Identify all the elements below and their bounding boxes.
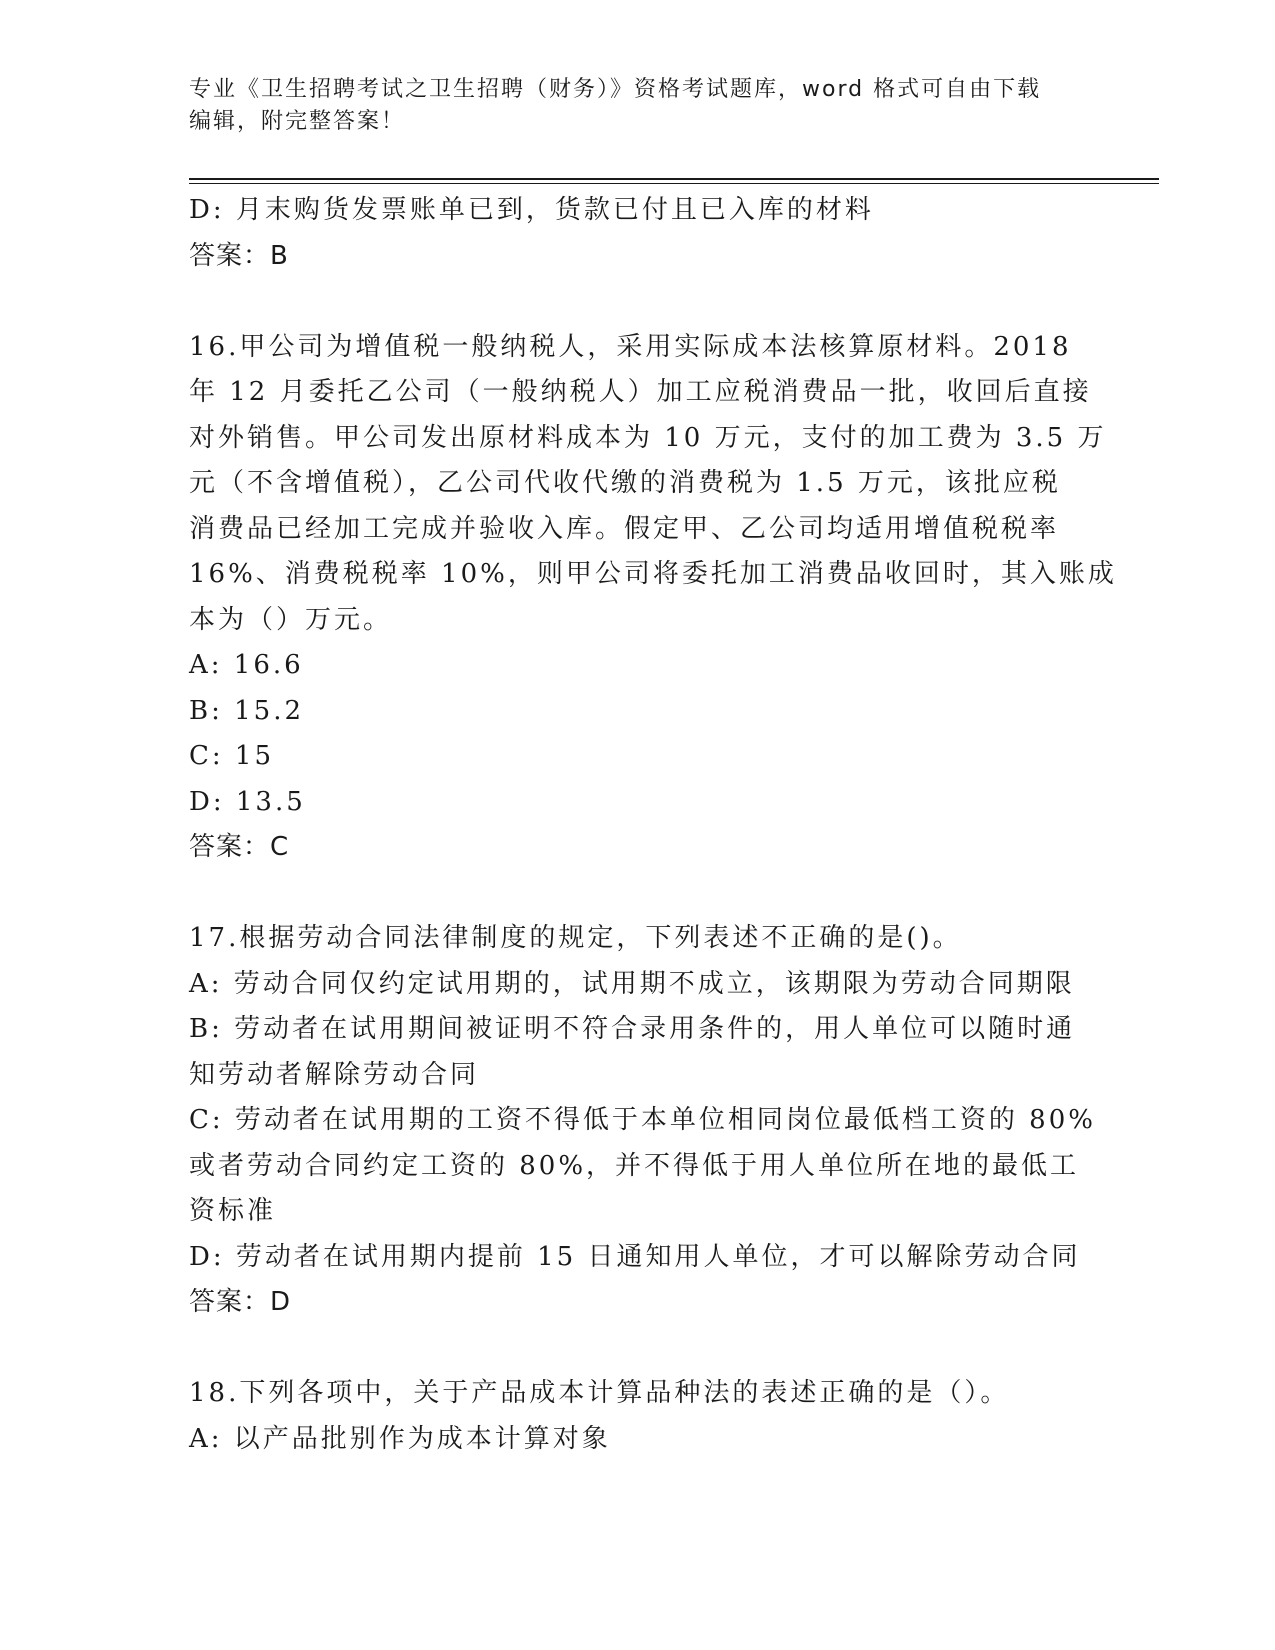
q17-option-line: B: 劳动者在试用期间被证明不符合录用条件的，用人单位可以随时通 (189, 1014, 1076, 1044)
question-content (189, 188, 1117, 1462)
q16-option-c: C: 15 (189, 741, 275, 771)
q16-block (189, 325, 1117, 871)
q16-stem-line: 16.甲公司为增值税一般纳税人，采用实际成本法核算原材料。2018 (189, 331, 1072, 362)
q18-option-a: A: 以产品批别作为成本计算对象 (189, 1423, 611, 1454)
q17-option-line: A: 劳动合同仅约定试用期的，试用期不成立，该期限为劳动合同期限 (189, 968, 1075, 999)
document-header (189, 74, 1089, 138)
q17-answer: 答案：D (189, 1287, 292, 1317)
q16-stem-line: 对外销售。甲公司发出原材料成本为 10 万元，支付的加工费为 3.5 万 (189, 422, 1107, 453)
q16-option-d: D: 13.5 (189, 786, 306, 817)
q16-stem-line: 16%、消费税税率 10%，则甲公司将委托加工消费品收回时，其入账成 (189, 559, 1117, 589)
q16-stem-line: 元（不含增值税），乙公司代收代缴的消费税为 1.5 万元，该批应税 (189, 468, 1061, 498)
q16-stem-line: 年 12 月委托乙公司（一般纳税人）加工应税消费品一批，收回后直接 (189, 377, 1092, 407)
q17-stem: 17.根据劳动合同法律制度的规定，下列表述不正确的是()。 (189, 923, 962, 953)
q17-option-line: 或者劳动合同约定工资的 80%，并不得低于用人单位所在地的最低工 (189, 1150, 1080, 1181)
q18-stem: 18.下列各项中，关于产品成本计算品种法的表述正确的是（）。 (189, 1378, 1010, 1408)
header-line: 专业《卫生招聘考试之卫生招聘（财务）》资格考试题库，word 格式可自由下载 (189, 77, 1042, 102)
q16-option-a: A: 16.6 (189, 650, 304, 680)
q18-block (189, 1371, 1089, 1462)
header-rule-thin (189, 183, 1159, 184)
q17-block (189, 916, 1096, 1326)
q16-stem-line: 本为（）万元。 (189, 604, 393, 635)
question-spacer (189, 871, 1089, 917)
q17-option-line: 资标准 (189, 1196, 277, 1226)
q17-option-line: C: 劳动者在试用期的工资不得低于本单位相同岗位最低档工资的 80% (189, 1105, 1096, 1135)
question-spacer (189, 1326, 1089, 1372)
question-spacer (189, 279, 1089, 325)
q17-option-line: 知劳动者解除劳动合同 (189, 1059, 480, 1090)
header-line: 编辑，附完整答案！ (189, 109, 406, 134)
q16-option-b: B: 15.2 (189, 695, 305, 726)
q15-answer: 答案：B (189, 240, 289, 271)
q15-option-d: D: 月末购货发票账单已到，货款已付且已入库的材料 (189, 195, 874, 225)
q16-stem-line: 消费品已经加工完成并验收入库。假定甲、乙公司均适用增值税税率 (189, 513, 1060, 544)
q16-answer: 答案：C (189, 832, 290, 862)
q17-option-line: D: 劳动者在试用期内提前 15 日通知用人单位，才可以解除劳动合同 (189, 1241, 1081, 1272)
header-rule-thick (189, 178, 1159, 180)
